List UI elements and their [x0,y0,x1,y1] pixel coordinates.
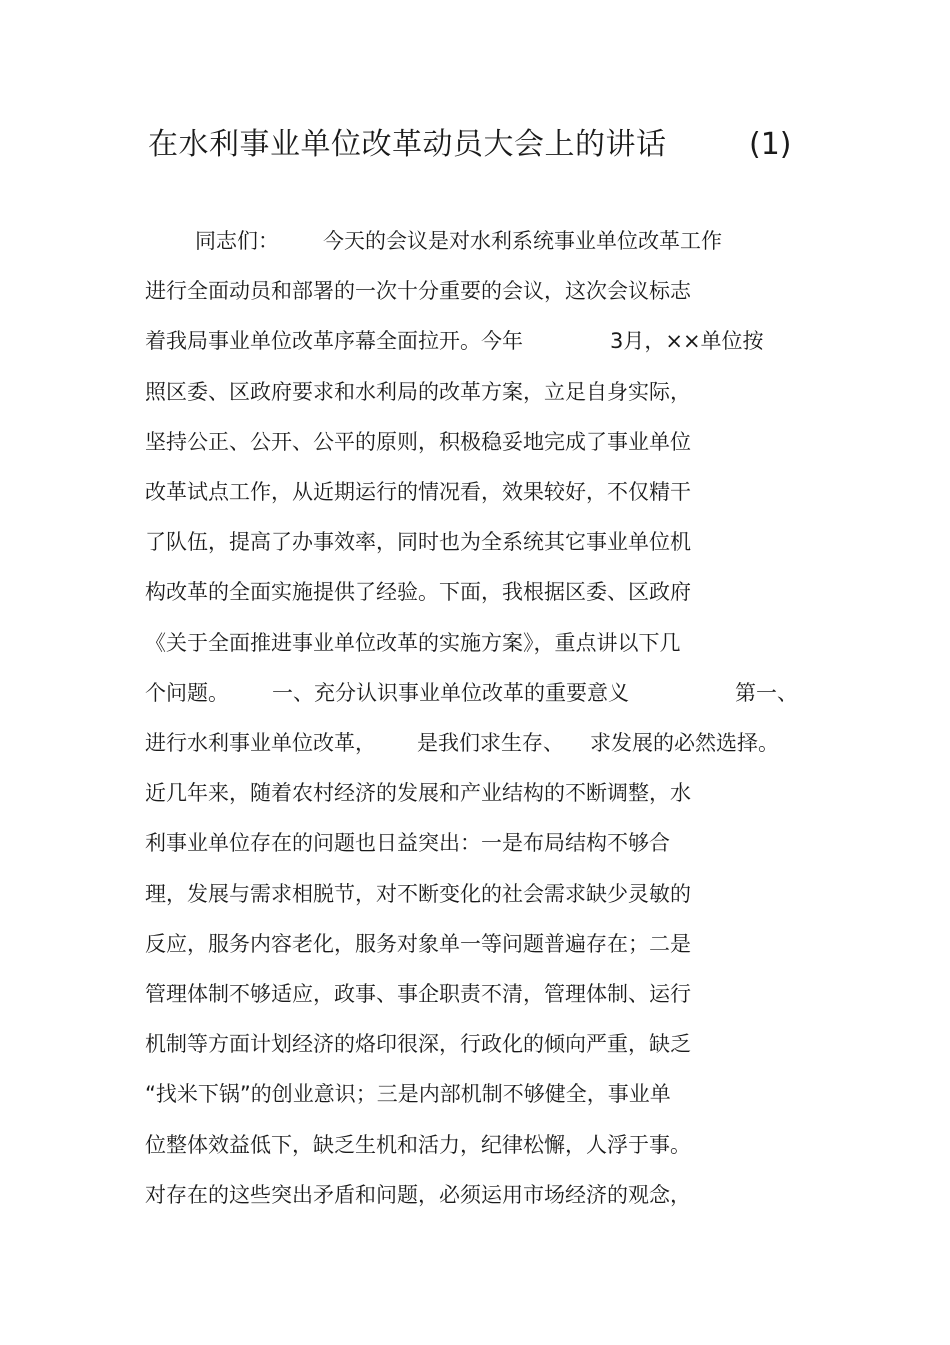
body-text-segment: 反应，服务内容老化，服务对象单一等问题普遍存在；二是 [145,931,691,956]
body-text-segment: 位整体效益低下，缺乏生机和活力，纪律松懈，人浮于事。 [145,1132,691,1157]
body-text-segment: 改革试点工作，从近期运行的情况看，效果较好，不仅精干 [145,480,691,504]
body-text-segment: 管理体制不够适应，政事、事企职责不清，管理体制、运行 [145,982,691,1006]
body-text-segment: “找米下锅”的创业意识；三是内部机制不够健全，事业单 [145,1082,671,1107]
body-text-segment: 今天的会议是对水利系统事业单位改革工作 [323,229,722,253]
body-text-segment: 第一、 [735,680,798,705]
body-text-segment: 是我们求生存、 [417,731,564,755]
body-text-segment: 了队伍，提高了办事效率，同时也为全系统其它事业单位机 [145,530,691,555]
body-text-segment: 对存在的这些突出矛盾和问题，必须运用市场经济的观念， [145,1182,691,1207]
document-title [148,122,808,168]
title-number: (1) [749,127,792,162]
title-text: 在水利事业单位改革动员大会上的讲话 [148,127,667,162]
body-text-segment: 进行水利事业单位改革， [145,731,376,755]
body-text-segment: 利事业单位存在的问题也日益突出：一是布局结构不够合 [145,831,670,856]
body-text-segment: 一、充分认识事业单位改革的重要意义 [272,680,629,705]
body-text-segment: 进行全面动员和部署的一次十分重要的会议，这次会议标志 [145,279,691,304]
body-text-segment: 构改革的全面实施提供了经验。下面，我根据区委、区政府 [145,580,691,605]
body-text-segment: 坚持公正、公开、公平的原则，积极稳妥地完成了事业单位 [145,429,691,454]
body-text-segment: 机制等方面计划经济的烙印很深，行政化的倾向严重，缺乏 [145,1032,691,1057]
body-text-segment: 个问题。 [145,680,229,705]
body-text-segment: 着我局事业单位改革序幕全面拉开。今年 [145,329,523,354]
body-text-segment: 《关于全面推进事业单位改革的实施方案》，重点讲以下几 [145,630,681,655]
body-text-segment: 近几年来，随着农村经济的发展和产业结构的不断调整，水 [145,781,691,806]
body-text-segment: 同志们： [195,229,279,253]
body-text-segment: 理，发展与需求相脱节，对不断变化的社会需求缺少灵敏的 [145,881,691,906]
body-text-segment: 3月，××单位按 [610,329,764,354]
body-text-segment: 求发展的必然选择。 [590,731,779,755]
body-text-segment: 照区委、区政府要求和水利局的改革方案，立足自身实际， [145,379,691,404]
